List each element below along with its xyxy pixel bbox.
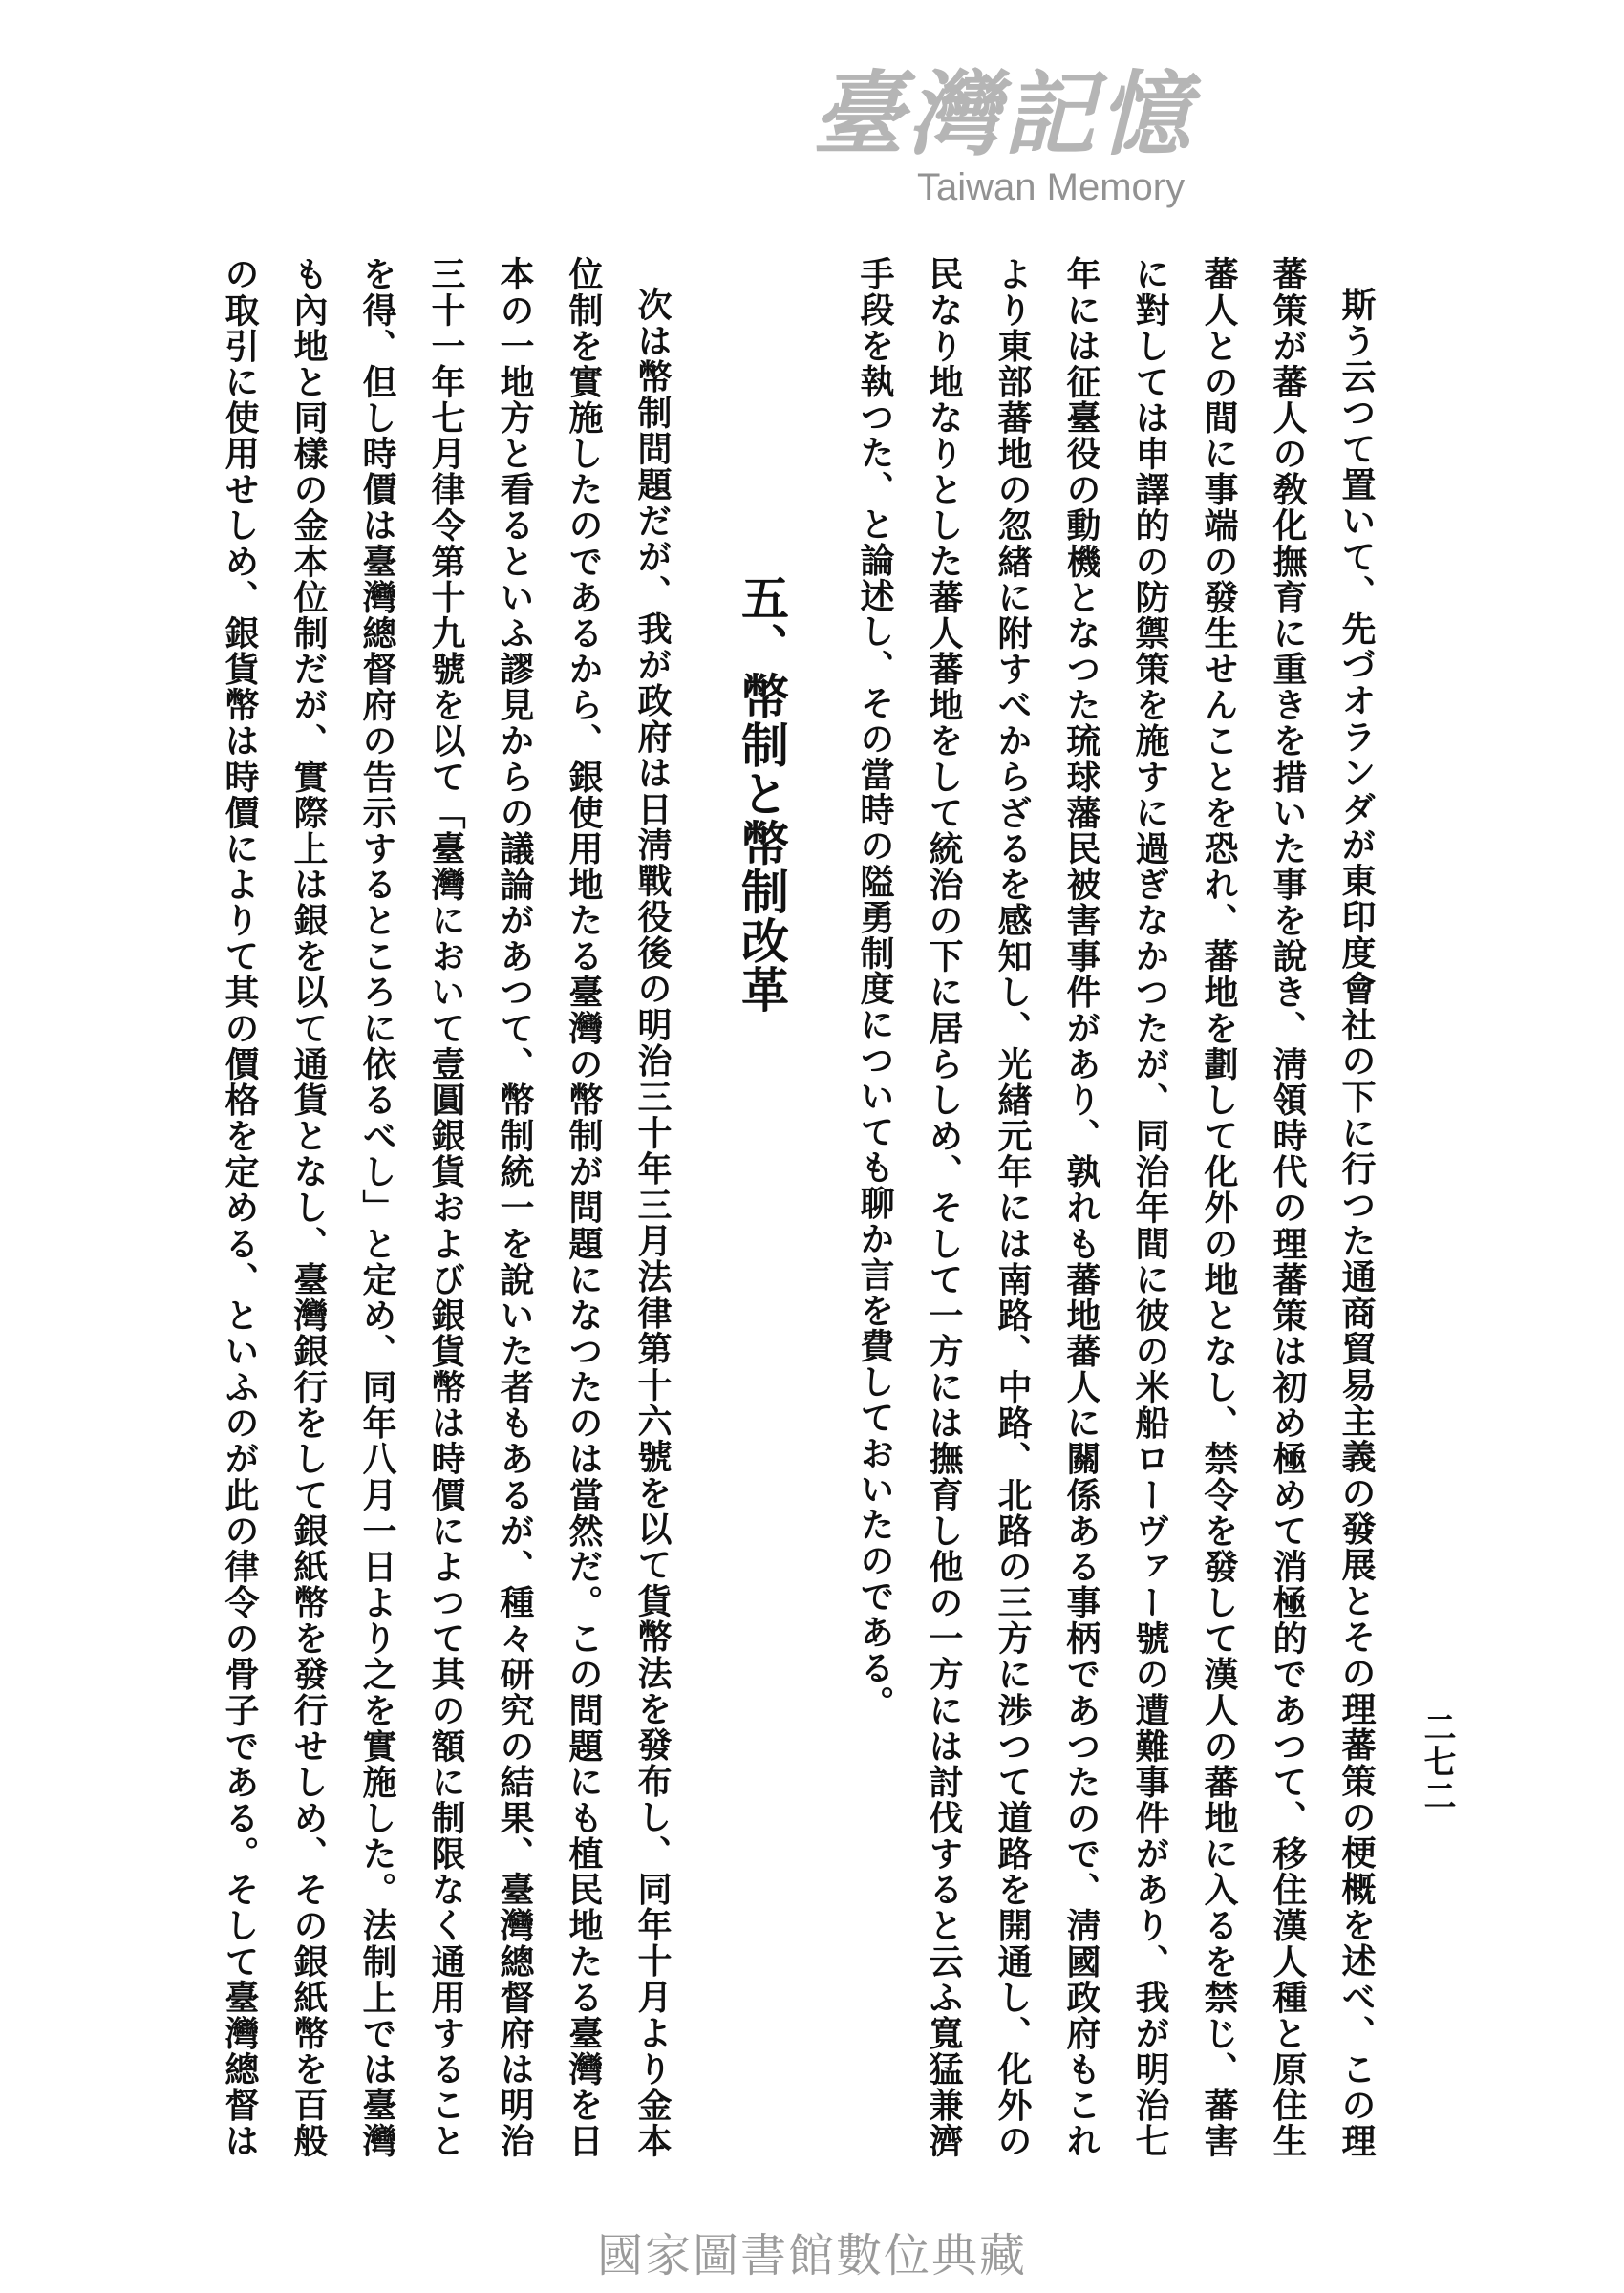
footer-collection-label: 國家圖書館數位典藏 (596, 2231, 1027, 2282)
taiwan-memory-watermark (812, 60, 1290, 210)
text-column: 蕃人との間に事端の發生せんことを恐れ、蕃地を劃して化外の地となし、禁令を發して漢人の蕃地に入るを禁じ、蕃害 (1199, 256, 1239, 2157)
text-column: 蕃策が蕃人の敎化撫育に重きを措いた事を說き、淸領時代の理蕃策は初め極めて消極的であつて、移住漢人種と原住生 (1268, 256, 1308, 2157)
text-column: より東部蕃地の忽緖に附すべからざるを感知し、光緖元年には南路、中路、北路の三方に渉つて道路を開通し、化外の (993, 256, 1033, 2157)
text-column: 位制を實施したのであるから、銀使用地たる臺灣の幣制が問題になつたのは當然だ。この問題にも植民地たる臺灣を日 (564, 256, 604, 2157)
text-column: 民なり地なりとした蕃人蕃地をして統治の下に居らしめ、そして一方には撫育し他の一方には討伐すると云ふ寬猛兼濟 (924, 256, 964, 2157)
page-number: 二七二 (1418, 1710, 1456, 1813)
text-column: 斯う云つて置いて、先づオランダが東印度會社の下に行つた通商貿易主義の發展とその理蕃策の梗概を述べ、この理 (1336, 287, 1377, 2158)
text-column: も內地と同樣の金本位制だが、實際上は銀を以て通貨となし、臺灣銀行をして銀紙幣を發行せしめ、その銀紙幣を百般 (288, 256, 329, 2157)
text-column: 次は幣制問題だが、我が政府は日淸戰役後の明治三十年三月法律第十六號を以て貨幣法を發布し、同年十月より金本 (632, 287, 673, 2158)
text-column: を得、但し時價は臺灣總督府の告示するところに依るべし」と定め、同年八月一日より之を實施した。法制上では臺灣 (357, 256, 397, 2157)
text-column: 手段を執つた、と論述し、その當時の隘勇制度についても聊か言を費しておいたのである。 (855, 256, 895, 1722)
text-column: 本の一地方と看るといふ謬見からの議論があつて、幣制統一を說いた者もあるが、種々研究の結果、臺灣總督府は明治 (495, 256, 535, 2157)
text-column: 年には征臺役の動機となつた琉球藩民被害事件があり、孰れも蕃地蕃人に關係ある事柄であつたので、淸國政府もこれ (1061, 256, 1101, 2157)
section-heading: 五、幣制と幣制改革 (734, 573, 790, 1013)
watermark-cjk: 臺灣記憶 (812, 60, 1194, 168)
watermark-en: Taiwan Memory (917, 166, 1186, 208)
text-column: 三十一年七月律令第十九號を以て「臺灣において壹圓銀貨および銀貨幣は時價によつて其の額に制限なく通用すること (426, 256, 466, 2157)
text-column: に對しては申譯的の防禦策を施すに過ぎなかつたが、同治年間に彼の米船ローヴァー號の遭難事件があり、我が明治七 (1130, 256, 1170, 2157)
text-column: の取引に使用せしめ、銀貨幣は時價によりて其の價格を定める、といふのが此の律令の骨子である。そして臺灣總督は (220, 256, 260, 2157)
